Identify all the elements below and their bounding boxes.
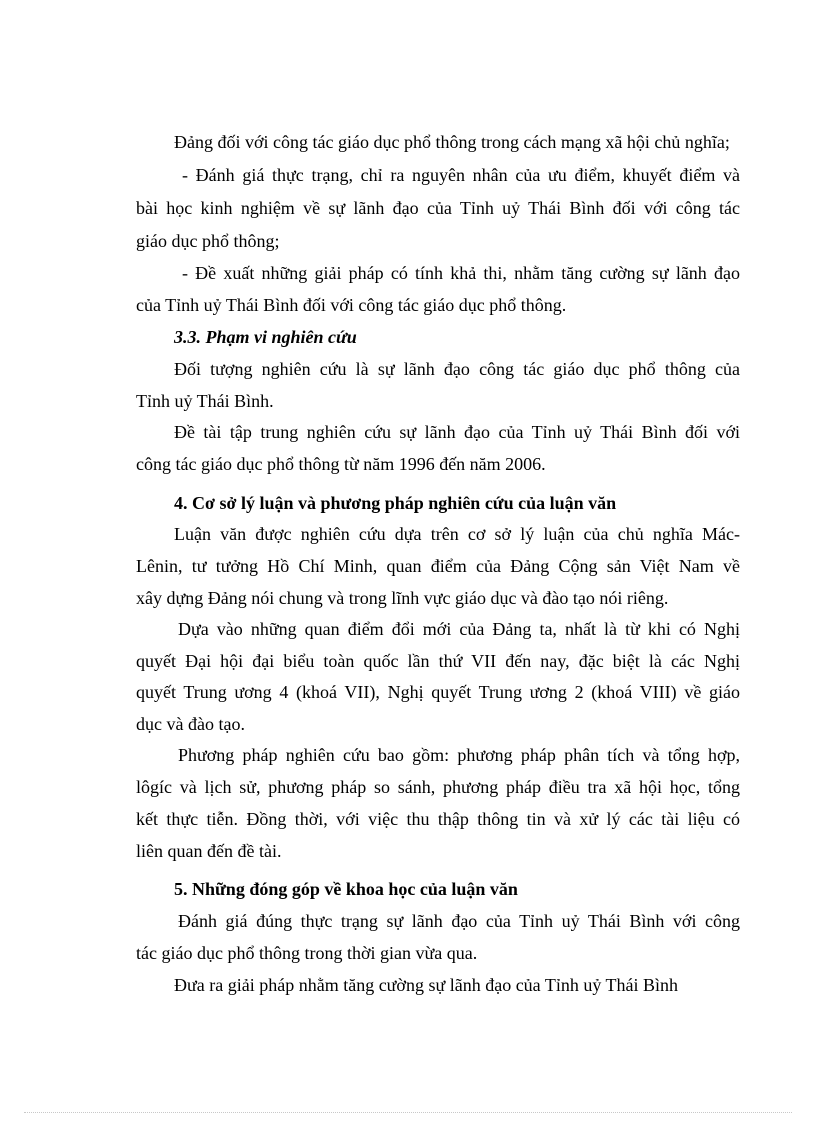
paragraph-line: Phương pháp nghiên cứu bao gồm: phương pháp phân tích và tổng hợp, <box>178 745 740 765</box>
paragraph-line: Dựa vào những quan điểm đổi mới của Đảng ta, nhất là từ khi có Nghị <box>178 619 740 639</box>
paragraph-line: tác giáo dục phổ thông trong thời gian vừa qua. <box>136 943 478 963</box>
paragraph-line: của Tỉnh uỷ Thái Bình đối với công tác giáo dục phổ thông. <box>136 295 567 315</box>
section-heading: 4. Cơ sở lý luận và phương pháp nghiên cứu của luận văn <box>174 493 617 513</box>
paragraph-line: Đối tượng nghiên cứu là sự lãnh đạo công tác giáo dục phổ thông của <box>174 359 740 379</box>
paragraph-line: Đảng đối với công tác giáo dục phổ thông trong cách mạng xã hội chủ nghĩa; <box>174 132 730 152</box>
paragraph-line: quyết Trung ương 4 (khoá VII), Nghị quyết Trung ương 2 (khoá VIII) về giáo <box>136 682 740 702</box>
paragraph-line: kết thực tiễn. Đồng thời, với việc thu thập thông tin và xử lý các tài liệu có <box>136 809 740 829</box>
paragraph-line: - Đề xuất những giải pháp có tính khả thi, nhằm tăng cường sự lãnh đạo <box>182 263 740 283</box>
paragraph-line: liên quan đến đề tài. <box>136 841 282 861</box>
paragraph-line: Đề tài tập trung nghiên cứu sự lãnh đạo của Tỉnh uỷ Thái Bình đối với <box>174 422 740 442</box>
paragraph-line: giáo dục phổ thông; <box>136 231 280 251</box>
paragraph-line: Đánh giá đúng thực trạng sự lãnh đạo của Tỉnh uỷ Thái Bình với công <box>178 911 740 931</box>
paragraph-line: quyết Đại hội đại biểu toàn quốc lần thứ VII đến nay, đặc biệt là các Nghị <box>136 651 740 671</box>
paragraph-line: Luận văn được nghiên cứu dựa trên cơ sở lý luận của chủ nghĩa Mác- <box>174 524 740 544</box>
section-heading: 3.3. Phạm vi nghiên cứu <box>174 327 357 347</box>
paragraph-line: dục và đào tạo. <box>136 714 245 734</box>
paragraph-line: công tác giáo dục phổ thông từ năm 1996 đến năm 2006. <box>136 454 546 474</box>
paragraph-line: Tỉnh uỷ Thái Bình. <box>136 391 274 411</box>
paragraph-line: Đưa ra giải pháp nhằm tăng cường sự lãnh đạo của Tỉnh uỷ Thái Bình <box>174 975 679 995</box>
paragraph-line: - Đánh giá thực trạng, chỉ ra nguyên nhân của ưu điểm, khuyết điểm và <box>182 165 740 185</box>
paragraph-line: bài học kinh nghiệm về sự lãnh đạo của Tỉnh uỷ Thái Bình đối với công tác <box>136 198 740 218</box>
page-bottom-divider <box>24 1112 792 1113</box>
paragraph-line: Lênin, tư tưởng Hồ Chí Minh, quan điểm của Đảng Cộng sản Việt Nam về <box>136 556 740 576</box>
section-heading: 5. Những đóng góp về khoa học của luận văn <box>174 879 518 899</box>
paragraph-line: xây dựng Đảng nói chung và trong lĩnh vực giáo dục và đào tạo nói riêng. <box>136 588 669 608</box>
paragraph-line: lôgíc và lịch sử, phương pháp so sánh, phương pháp điều tra xã hội học, tổng <box>136 777 740 797</box>
